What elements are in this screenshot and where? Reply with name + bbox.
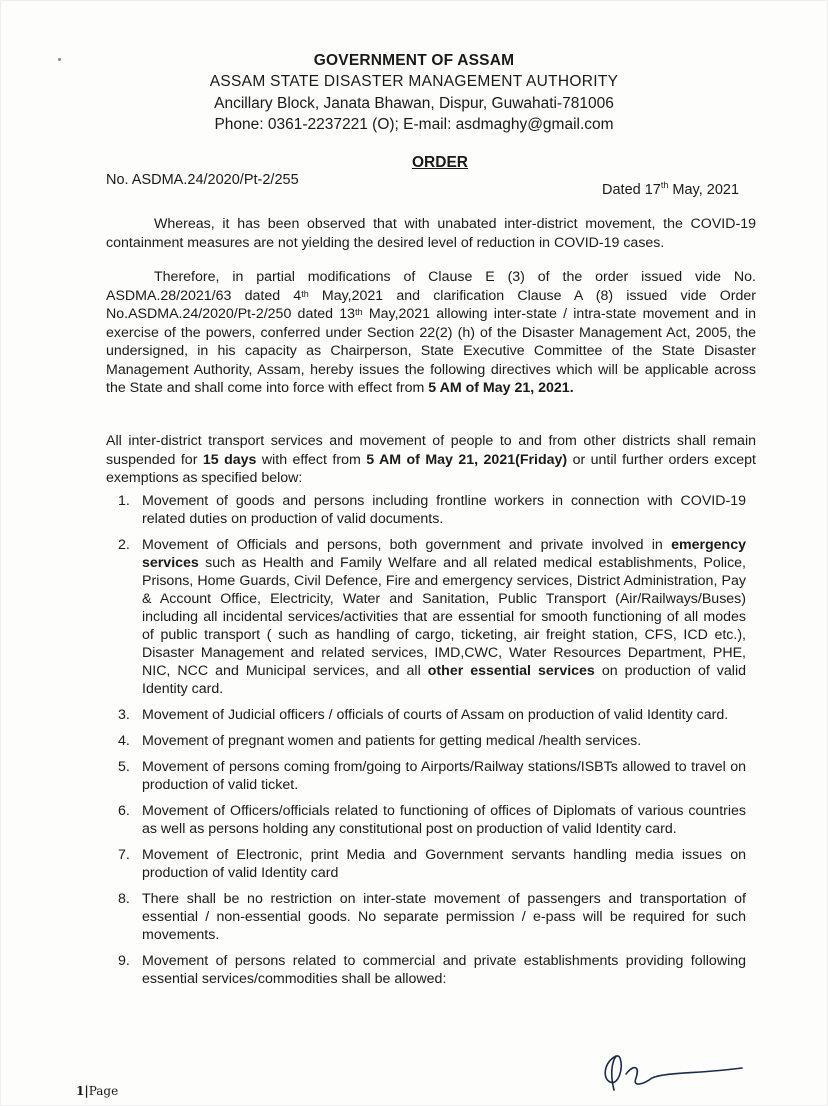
order-date: Dated 17th May, 2021 bbox=[602, 180, 740, 198]
list-item: 2. Movement of Officials and persons, both government and private involved in emergency services such as Health and Family Welfare and all related medical establishments, Police, Prisons, Home Guards, Civil Defence, Fire and emergency services, District Administration, Pay & Account Office, Electricity, Water and Sanitation, Public Transport (Air/Railways/Buses) including all incidental services/activities that are essential for smooth functioning of all modes of public transport ( such as handling of cargo, ticketing, air freight station, CFS, ICD etc.), Disaster Management and related services, IMD,CWC, Water Resources Department, PHE, NIC, NCC and Municipal services, and all other essential services on production of valid Identity card. bbox=[118, 537, 746, 697]
order-title: ORDER bbox=[412, 154, 468, 171]
exemptions-list bbox=[106, 492, 746, 996]
paragraph-therefore: Therefore, in partial modifications of Clause E (3) of the order issued vide No. ASDMA.28/2021/63 dated 4th May,2021 and clarification Clause A (8) issued vide Order No.ASDMA.24/2020/Pt-2/250 dated 13th May,2021 allowing inter-state / intra-state movement and in exercise of the powers, conferred under Section 22(2) (h) of the Disaster Management Act, 2005, the undersigned, in his capacity as Chairperson, State Executive Committee of the State Disaster Management Authority, Assam, hereby issues the following directives which will be applicable across the State and shall come into force with effect from 5 AM of May 21, 2021. bbox=[106, 269, 756, 396]
list-item: 9. Movement of persons related to commercial and private establishments providing following essential services/commodities shall be allowed: bbox=[118, 953, 746, 987]
list-item: 8. There shall be no restriction on inter-state movement of passengers and transportation of essential / non-essential goods. No separate permission / e-pass will be required for such movements. bbox=[118, 891, 746, 943]
list-item: 4. Movement of pregnant women and patients for getting medical /health services. bbox=[118, 733, 642, 749]
government-heading: GOVERNMENT OF ASSAM bbox=[313, 52, 515, 69]
paragraph-suspension: All inter-district transport services and movement of people to and from other districts shall remain suspended for 15 days with effect from 5 AM of May 21, 2021(Friday) or until further orders except exemptions as specified below: bbox=[106, 433, 756, 486]
page-footer: 1|Page bbox=[76, 1084, 119, 1098]
list-item: 1. Movement of goods and persons including frontline workers in connection with COVID-19 related duties on production of valid documents. bbox=[118, 493, 746, 527]
reference-number: No. ASDMA.24/2020/Pt-2/255 bbox=[106, 172, 299, 188]
list-item: 3. Movement of Judicial officers / officials of courts of Assam on production of valid Identity card. bbox=[118, 707, 729, 723]
signature bbox=[596, 1048, 756, 1098]
list-item: 5. Movement of persons coming from/going to Airports/Railway stations/ISBTs allowed to travel on production of valid ticket. bbox=[118, 759, 746, 793]
list-item: 6. Movement of Officers/officials related to functioning of offices of Diplomats of various countries as well as persons holding any constitutional post on production of valid Identity card. bbox=[118, 803, 746, 837]
authority-heading: ASSAM STATE DISASTER MANAGEMENT AUTHORITY bbox=[209, 73, 619, 90]
address-line: Ancillary Block, Janata Bhawan, Dispur, Guwahati-781006 bbox=[214, 95, 614, 112]
contact-line: Phone: 0361-2237221 (O); E-mail: asdmaghy@gmail.com bbox=[214, 116, 614, 133]
paragraph-whereas: Whereas, it has been observed that with unabated inter-district movement, the COVID-19 containment measures are not yielding the desired level of reduction in COVID-19 cases. bbox=[106, 216, 756, 251]
list-item: 7. Movement of Electronic, print Media and Government servants handling media issues on production of valid Identity card bbox=[118, 847, 746, 881]
